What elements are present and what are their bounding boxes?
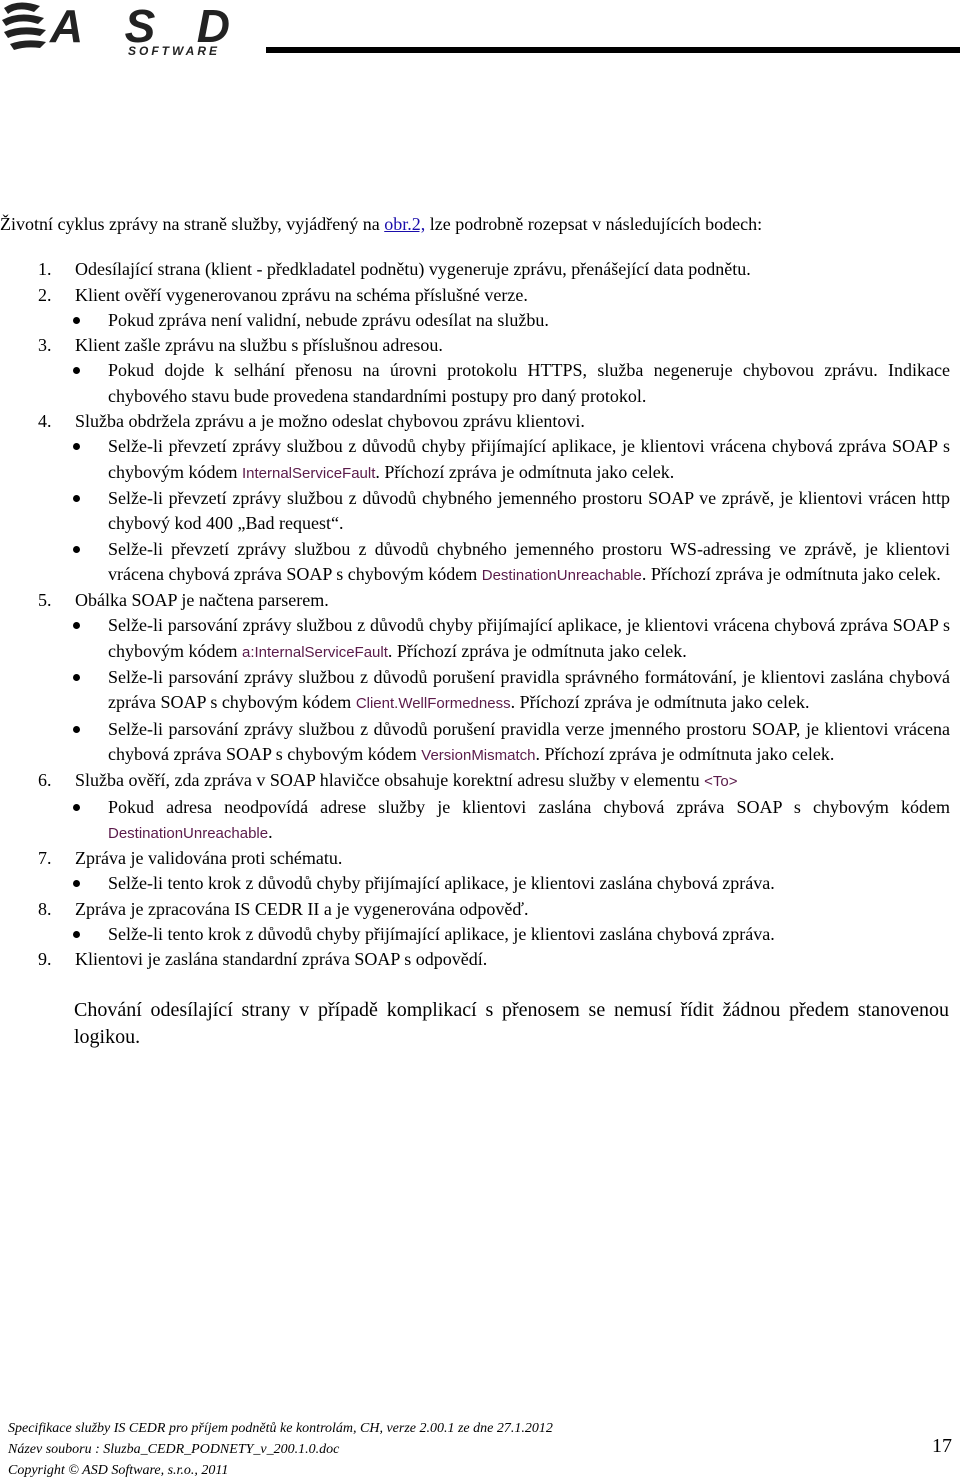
error-code: DestinationUnreachable — [108, 824, 269, 842]
bullet-item — [0, 613, 950, 665]
bullet-item — [0, 308, 950, 333]
bullet-dot-icon — [73, 665, 81, 690]
item-number: 8. — [38, 898, 52, 919]
item-text: Obálka SOAP je načtena parserem. — [75, 590, 329, 611]
error-code: a:InternalServiceFault — [241, 643, 388, 661]
numbered-list — [0, 257, 950, 972]
page-number: 17 — [932, 1435, 952, 1457]
item-text: Selže-li tento krok z důvodů chyby přijímající aplikace, je klientovi zaslána chybová zpráva. — [108, 873, 775, 894]
item-text: Klientovi je zaslána standardní zpráva SOAP s odpovědí. — [75, 949, 488, 970]
item-text: Odesílající strana (klient - předkladatel podnětu) vygeneruje zprávu, přenášející data podnětu. — [75, 259, 751, 280]
error-code: <To> — [704, 773, 738, 791]
page-header — [0, 0, 960, 60]
item-text-before: Selže-li parsování zprávy službou z důvodů chyby přijímající aplikace, je klientovi vrácena chybová zpráva SOAP s chybovým kódem — [108, 615, 950, 661]
item-text-after: . Příchozí zpráva je odmítnuta jako celek. — [510, 692, 810, 713]
item-number: 5. — [38, 590, 52, 611]
list-item — [0, 947, 950, 972]
bullet-dot-icon — [73, 308, 81, 333]
bullet-dot-icon — [73, 922, 81, 947]
item-text: Zpráva je zpracována IS CEDR II a je vygenerována odpověď. — [75, 898, 529, 919]
item-text: Selže-li převzetí zprávy službou z důvodů chybného jemenného prostoru SOAP ve zprávě, je klientovi vrácen http chybový kod 400 „Bad request“. — [108, 487, 950, 534]
document-body — [0, 212, 950, 1051]
bullet-item — [0, 358, 950, 409]
error-code: DestinationUnreachable — [481, 566, 642, 584]
bullet-dot-icon — [73, 613, 81, 638]
page-footer — [8, 1418, 960, 1481]
error-code: VersionMismatch — [421, 746, 536, 764]
list-item — [0, 333, 950, 358]
item-text-after: . Příchozí zpráva je odmítnuta jako celek. — [375, 461, 675, 482]
list-item — [0, 588, 950, 613]
bullet-dot-icon — [73, 717, 81, 742]
item-text-before: Selže-li parsování zprávy službou z důvodů porušení pravidla správného formátování, je klientovi zaslána chybová zpráva SOAP s chybovým kódem — [108, 667, 950, 713]
bullet-item — [0, 434, 950, 486]
item-number: 9. — [38, 949, 52, 970]
list-item — [0, 409, 950, 434]
bullet-dot-icon — [73, 537, 81, 562]
list-item — [0, 257, 950, 282]
asd-software-logo — [0, 0, 270, 58]
list-item — [0, 768, 950, 794]
bullet-item — [0, 486, 950, 537]
footer-copyright-line: Copyright © ASD Software, s.r.o., 2011 — [8, 1463, 229, 1478]
item-text-after: . Příchozí zpráva je odmítnuta jako celek. — [641, 563, 941, 584]
item-text-before: Služba ověří, zda zpráva v SOAP hlavičce obsahuje korektní adresu služby v elementu — [75, 770, 705, 791]
item-text-after: . Příchozí zpráva je odmítnuta jako celek. — [535, 743, 835, 764]
item-text: Pokud dojde k selhání přenosu na úrovni protokolu HTTPS, služba negeneruje chybovou zprávu. Indikace chybového stavu bude provedena standardními postupy pro daný protokol. — [108, 360, 950, 406]
figure-link[interactable]: obr.2, — [384, 214, 426, 234]
item-text-before: Selže-li převzetí zprávy službou z důvodů chybného jemenného prostoru WS-adressing ve zprávě, je klientovi vrácena chybová zpráva SOAP s chybovým kódem — [108, 538, 950, 584]
bullet-item — [0, 537, 950, 589]
item-number: 3. — [38, 335, 52, 356]
bullet-dot-icon — [73, 434, 81, 459]
list-item — [0, 283, 950, 308]
error-code: InternalServiceFault — [241, 464, 376, 482]
item-number: 6. — [38, 770, 52, 791]
item-number: 1. — [38, 259, 52, 280]
item-text: Klient zašle zprávu na službu s příslušnou adresou. — [75, 335, 443, 356]
item-text-after: . — [268, 821, 273, 842]
bullet-item — [0, 795, 950, 847]
bullet-dot-icon — [73, 795, 81, 820]
logo-sub-text: SOFTWARE — [128, 44, 220, 58]
item-number: 2. — [38, 284, 52, 305]
bullet-item — [0, 871, 950, 896]
bullet-item — [0, 717, 950, 769]
footer-filename-line: Název souboru : Sluzba_CEDR_PODNETY_v_200.1.0.doc — [8, 1442, 340, 1457]
item-text: Služba obdržela zprávu a je možno odeslat chybovou zprávu klientovi. — [75, 411, 585, 432]
bullet-dot-icon — [73, 486, 81, 511]
item-text: Klient ověří vygenerovanou zprávu na schéma příslušné verze. — [75, 284, 528, 305]
item-text: Selže-li tento krok z důvodů chyby přijímající aplikace, je klientovi zaslána chybová zpráva. — [108, 924, 775, 945]
header-rule — [266, 47, 960, 53]
bullet-dot-icon — [73, 358, 81, 383]
closing-paragraph: Chování odesílající strany v případě komplikací s přenosem se nemusí řídit žádnou předem stanovenou logikou. — [74, 998, 949, 1048]
item-text-after: . Příchozí zpráva je odmítnuta jako celek. — [387, 640, 687, 661]
item-number: 4. — [38, 411, 52, 432]
error-code: Client.WellFormedness — [355, 695, 511, 713]
item-number: 7. — [38, 848, 52, 869]
bullet-item — [0, 665, 950, 717]
bullet-dot-icon — [73, 871, 81, 896]
bullet-item — [0, 922, 950, 947]
item-text-before: Pokud adresa neodpovídá adrese služby je klientovi zaslána chybová zpráva SOAP s chybovým kódem — [108, 796, 950, 817]
logo-main-text: ASD — [50, 0, 230, 52]
list-item — [0, 897, 950, 922]
item-text-before: Selže-li parsování zprávy službou z důvodů porušení pravidla verze jmenného prostoru SOAP, je klientovi vrácena chybová zpráva SOAP s chybovým kódem — [108, 718, 950, 764]
item-text-before: Selže-li převzetí zprávy službou z důvodů chyby přijímající aplikace, je klientovi vrácena chybová zpráva SOAP s chybovým kódem — [108, 436, 950, 482]
list-item — [0, 846, 950, 871]
item-text: Zpráva je validována proti schématu. — [75, 848, 343, 869]
item-text: Pokud zpráva není validní, nebude zprávu odesílat na službu. — [108, 309, 549, 330]
intro-paragraph: Životní cyklus zprávy na straně služby, vyjádřený na obr.2, lze podrobně rozepsat v následujících bodech: — [0, 214, 763, 234]
footer-spec-line: Specifikace služby IS CEDR pro příjem podnětů ke kontrolám, CH, verze 2.00.1 ze dne 27.1.2012 — [8, 1421, 553, 1436]
